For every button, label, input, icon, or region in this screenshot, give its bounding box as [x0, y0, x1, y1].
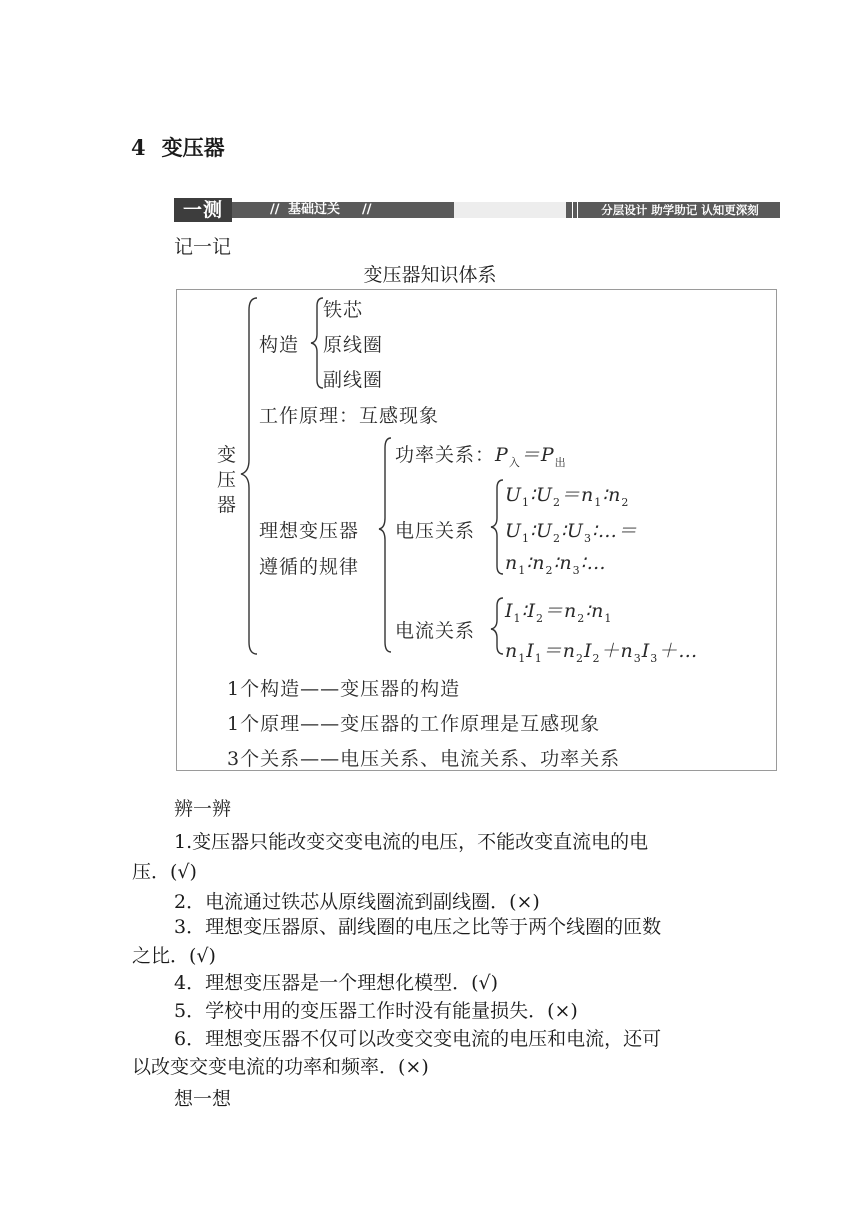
banner-slash-icon: //: [270, 202, 280, 217]
question-6-line-2: 以改变交变电流的功率和频率．(×): [132, 1056, 429, 1078]
current-formula-1: $I_1∶I_2=n_2∶n_1$: [505, 600, 613, 625]
question-5: 5．学校中用的变压器工作时没有能量损失．(×): [174, 1000, 578, 1022]
banner-divider-icon: [572, 202, 578, 218]
laws-brace: [379, 438, 391, 652]
question-2: 2．电流通过铁芯从原线圈流到副线圈．(×): [174, 891, 540, 913]
current-formula-2: $n_1I_1=n_2I_2+n_3I_3+\dots$: [505, 640, 699, 665]
voltage-brace: [491, 480, 503, 574]
root-char: 变: [217, 444, 238, 466]
question-6-line-1: 6．理想变压器不仅可以改变交变电流的电压和电流，还可: [174, 1028, 662, 1050]
structure-brace: [311, 298, 323, 388]
structure-item: 原线圈: [323, 334, 384, 356]
judge-label: 辨一辨: [174, 798, 232, 820]
banner-tag: 一测: [174, 198, 232, 222]
root-char: 压: [217, 469, 238, 491]
voltage-formula-1: $U_1∶U_2=n_1∶n_2$: [505, 484, 630, 509]
summary-line: 1个原理——变压器的工作原理是互感现象: [227, 713, 601, 735]
principle-text: 工作原理：互感现象: [259, 405, 440, 427]
question-1-line-2: 压．(√): [132, 861, 197, 883]
root-char: 器: [217, 494, 238, 516]
section-number: 4: [131, 135, 146, 160]
knowledge-diagram: [176, 289, 777, 771]
voltage-label: 电压关系: [395, 520, 476, 542]
question-1-line-1: 1.变压器只能改变交变电流的电压，不能改变直流电的电: [174, 831, 649, 853]
structure-item: 铁芯: [323, 299, 364, 321]
current-label: 电流关系: [395, 620, 476, 642]
banner-slash-icon: //: [362, 202, 372, 217]
voltage-formula-2: $U_1∶U_2∶U_3∶\dots=$: [505, 520, 638, 545]
banner-subtitle: 基础过关: [288, 202, 341, 217]
root-brace: [241, 298, 257, 654]
power-label: 功率关系：: [395, 444, 496, 466]
summary-line: 1个构造——变压器的构造: [227, 678, 461, 700]
box-title: 变压器知识体系: [363, 264, 497, 286]
section-banner: [174, 198, 780, 222]
banner-right-text: 分层设计 助学助记 认知更深刻: [601, 203, 759, 217]
voltage-formula-3: $n_1∶n_2∶n_3∶\dots$: [505, 552, 607, 577]
laws-label-line1: 理想变压器: [259, 520, 360, 542]
section-title: 变压器: [161, 136, 225, 160]
remember-label: 记一记: [174, 236, 232, 258]
section-heading: [131, 132, 225, 162]
question-3-line-1: 3．理想变压器原、副线圈的电压之比等于两个线圈的匝数: [174, 916, 662, 938]
power-formula: $P_入=P_出$: [495, 444, 567, 469]
structure-item: 副线圈: [323, 369, 384, 391]
power-relation: [395, 440, 567, 470]
question-3-line-2: 之比．(√): [132, 945, 216, 967]
structure-label: 构造: [259, 334, 300, 356]
laws-label-line2: 遵循的规律: [259, 556, 360, 578]
summary-line: 3个关系——电压关系、电流关系、功率关系: [227, 748, 621, 770]
banner-light-stripe: [454, 202, 566, 218]
think-label: 想一想: [174, 1088, 232, 1110]
current-brace: [491, 598, 503, 654]
question-4: 4．理想变压器是一个理想化模型．(√): [174, 972, 499, 994]
